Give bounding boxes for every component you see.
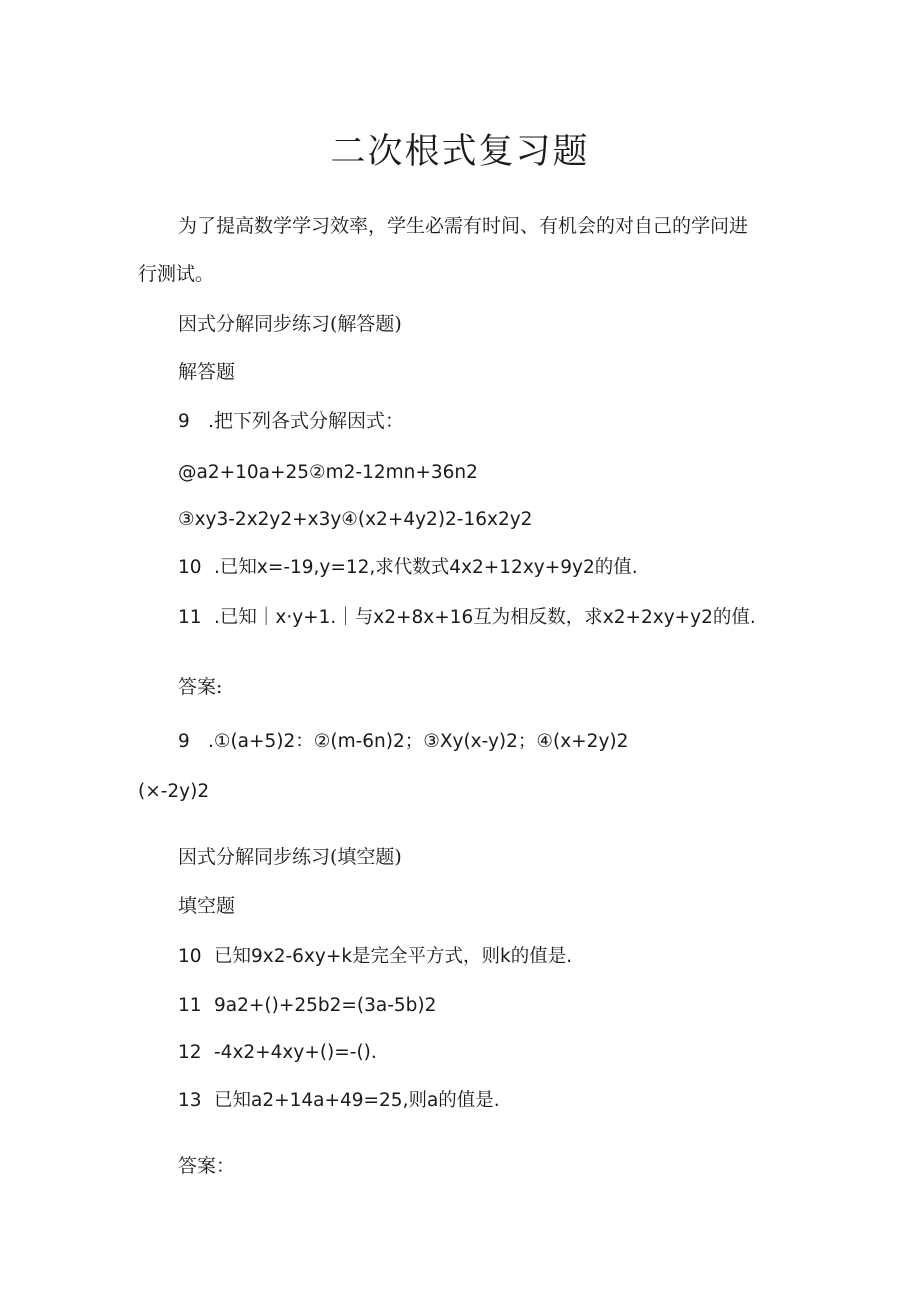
answer-9-continued: (×-2y)2 <box>138 781 210 802</box>
question-text: .已知｜x·y+1.｜与x2+8x+16互为相反数，求x2+2xy+y2的值. <box>214 607 756 628</box>
fill-question-13 <box>178 1086 500 1115</box>
answer-label-1: 答案: <box>178 676 223 698</box>
question-number: 10 <box>178 946 202 967</box>
question-number: 13 <box>178 1090 202 1111</box>
question-number: 11 <box>178 995 202 1016</box>
fill-question-11 <box>178 991 436 1020</box>
question-10 <box>178 553 638 582</box>
question-text: .已知x=-19,y=12,求代数式4x2+12xy+9y2的值. <box>214 557 638 578</box>
section1-subheading: 解答题 <box>178 361 236 383</box>
fill-question-10 <box>178 942 572 971</box>
question-text: 已知a2+14a+49=25,则a的值是. <box>214 1090 500 1111</box>
question-number: 12 <box>178 1042 202 1063</box>
section2-subheading: 填空题 <box>178 895 236 917</box>
answer-number: 9 <box>178 731 190 752</box>
question-number: 11 <box>178 607 202 628</box>
page-title: 二次根式复习题 <box>330 132 590 172</box>
intro-line-1: 为了提高数学学习效率，学生必需有时间、有机会的对自己的学问进 <box>178 215 749 237</box>
intro-line-2: 行测试。 <box>138 263 215 285</box>
question-text: -4x2+4xy+()=-(). <box>214 1042 377 1063</box>
question-9 <box>178 407 404 436</box>
question-number: 9 <box>178 411 190 432</box>
question-text: .把下列各式分解因式： <box>208 410 405 432</box>
answer-9 <box>178 727 628 756</box>
question-9-items-1: @a2+10a+25②m2-12mn+36n2 <box>178 462 478 483</box>
section1-heading: 因式分解同步练习(解答题) <box>178 313 402 335</box>
answer-label-2: 答案： <box>178 1155 236 1177</box>
answer-text: .①(a+5)2：②(m-6n)2；③Xy(x-y)2；④(x+2y)2 <box>208 731 629 752</box>
section2-heading: 因式分解同步练习(填空题) <box>178 846 402 868</box>
question-text: 已知9x2-6xy+k是完全平方式，则k的值是. <box>214 946 573 967</box>
question-9-items-2: ③xy3-2x2y2+x3y④(x2+4y2)2-16x2y2 <box>178 509 533 530</box>
question-11 <box>178 603 756 632</box>
question-text: 9a2+()+25b2=(3a-5b)2 <box>214 995 437 1016</box>
question-number: 10 <box>178 557 202 578</box>
fill-question-12 <box>178 1038 377 1067</box>
